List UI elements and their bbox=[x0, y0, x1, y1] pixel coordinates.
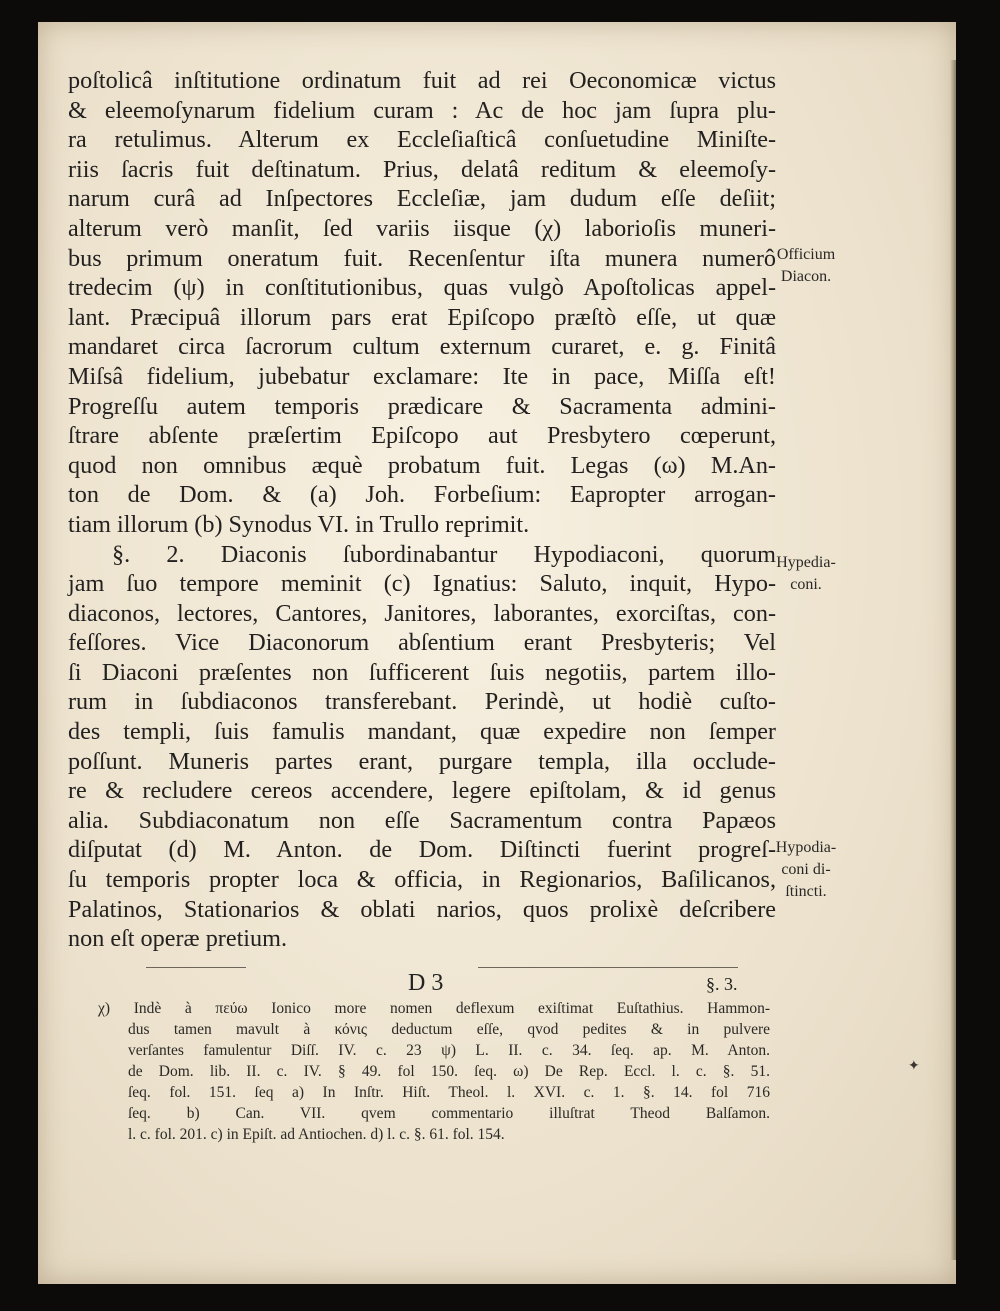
footnote-line: de Dom. lib. II. c. IV. § 49. fol 150. ſeq. ω) De Rep. Eccl. l. c. §. 51. bbox=[128, 1063, 770, 1080]
margin-note-line: coni. bbox=[790, 576, 822, 593]
text-line: quod non omnibus æquè probatum fuit. Legas (ω) M.An- bbox=[68, 451, 776, 479]
text-line: re & recludere cereos accendere, legere epiſtolam, & id genus bbox=[68, 777, 776, 805]
text-line: tredecim (ψ) in conſtitutionibus, quas vulgò Apoſtolicas appel- bbox=[68, 274, 776, 302]
margin-note-line: ſtincti. bbox=[785, 883, 827, 900]
text-line: alterum verò manſit, ſed variis iisque (χ) laborioſis muneri- bbox=[68, 214, 776, 242]
paragraph-start-line: §. 2. Diaconis ſubordinabantur Hypodiaconi, quorum bbox=[112, 540, 776, 568]
text-line: rum in ſubdiaconos transferebant. Perindè, ut hodiè cuſto- bbox=[68, 688, 776, 716]
text-line: ton de Dom. & (a) Joh. Forbeſium: Eapropter arrogan- bbox=[68, 481, 776, 509]
footnote-rule-right bbox=[478, 967, 738, 968]
text-line: poſſunt. Muneris partes erant, purgare templa, illa occlude- bbox=[68, 747, 776, 775]
text-line: diſputat (d) M. Anton. de Dom. Diſtincti fuerint progreſ- bbox=[68, 836, 776, 864]
text-line: Miſsâ fidelium, jubebatur exclamare: Ite in pace, Miſſa eſt! bbox=[68, 362, 776, 390]
text-line: jam ſuo tempore meminit (c) Ignatius: Saluto, inquit, Hypo- bbox=[68, 570, 776, 598]
text-line: ſu temporis propter loca & officia, in Regionarios, Baſilicanos, bbox=[68, 866, 776, 894]
footnotes bbox=[70, 998, 770, 1145]
signature-mark: D 3 bbox=[408, 970, 444, 996]
text-line: ſi Diaconi præſentes non ſufficerent ſuis negotiis, partem illo- bbox=[68, 658, 776, 686]
margin-note-line: Officium bbox=[776, 246, 836, 263]
footnote-line: dus tamen mavult à κόνις deductum eſſe, qvod pedites & in pulvere bbox=[128, 1021, 770, 1038]
footnote-line: ſeq. b) Can. VII. qvem commentario illuſtrat Theod Balſamon. bbox=[128, 1105, 770, 1122]
ink-mark: ✦ bbox=[908, 1059, 920, 1074]
page-edge-shadow bbox=[950, 60, 956, 1260]
margin-note-distincti bbox=[756, 837, 856, 903]
text-line: non eſt operæ pretium. bbox=[68, 925, 287, 953]
text-line: & eleemoſynarum fidelium curam : Ac de hoc jam ſupra plu- bbox=[68, 96, 776, 124]
main-text bbox=[68, 66, 776, 954]
margin-note-officium bbox=[756, 244, 856, 288]
book-page bbox=[38, 22, 956, 1284]
footnote-line: verſantes famulentur Diſſ. IV. c. 23 ψ) L. II. c. 34. ſeq. ap. M. Anton. bbox=[128, 1042, 770, 1059]
text-line: diaconos, lectores, Cantores, Janitores, laborantes, exorciſtas, con- bbox=[68, 599, 776, 627]
text-line: feſſores. Vice Diaconorum abſentium erant Presbyteris; Vel bbox=[68, 629, 776, 657]
text-line: poſtolicâ inſtitutione ordinatum fuit ad rei Oeconomicæ victus bbox=[68, 67, 776, 94]
text-line: Progreſſu autem temporis prædicare & Sacramenta admini- bbox=[68, 392, 776, 420]
text-line: tiam illorum (b) Synodus VI. in Trullo reprimit. bbox=[68, 510, 530, 538]
margin-note-line: Hypodia- bbox=[775, 839, 837, 856]
margin-note-line: Hypedia- bbox=[776, 554, 836, 571]
text-line: ra retulimus. Alterum ex Eccleſiaſticâ conſuetudine Miniſte- bbox=[68, 126, 776, 154]
footnote-line: χ) Indè à πεύω Ionico more nomen deflexum exiſtimat Euſtathius. Hammon- bbox=[98, 1000, 770, 1017]
margin-note-hypodiaconi bbox=[756, 552, 856, 596]
text-line: des templi, ſuis famulis mandant, quæ expedire non ſemper bbox=[68, 718, 776, 746]
margin-note-line: Diacon. bbox=[780, 268, 832, 285]
text-line: Palatinos, Stationarios & oblati narios, quos prolixè deſcribere bbox=[68, 895, 776, 923]
text-line: bus primum oneratum fuit. Recenſentur iſta munera numerô bbox=[68, 244, 776, 272]
text-line: alia. Subdiaconatum non eſſe Sacramentum contra Papæos bbox=[68, 806, 776, 834]
footnote-line: ſeq. fol. 151. ſeq a) In Inſtr. Hiſt. Theol. l. XVI. c. 1. §. 14. fol 716 bbox=[128, 1084, 770, 1101]
margin-note-line: coni di- bbox=[781, 861, 831, 878]
text-line: mandaret circa ſacrorum cultum externum curaret, e. g. Finitâ bbox=[68, 333, 776, 361]
catchword: §. 3. bbox=[706, 974, 738, 994]
text-line: ſtrare abſente præſertim Epiſcopo aut Presbytero cœperunt, bbox=[68, 422, 776, 450]
text-line: lant. Præcipuâ illorum pars erat Epiſcopo præſtò eſſe, ut quæ bbox=[68, 303, 776, 331]
text-line: narum curâ ad Inſpectores Eccleſiæ, jam dudum eſſe deſiit; bbox=[68, 185, 776, 213]
text-line: riis ſacris fuit deſtinatum. Prius, delatâ reditum & eleemoſy- bbox=[68, 155, 776, 183]
footnote-line: l. c. fol. 201. c) in Epiſt. ad Antiochen. d) l. c. §. 61. fol. 154. bbox=[128, 1126, 505, 1143]
footnote-rule-left bbox=[146, 967, 246, 968]
